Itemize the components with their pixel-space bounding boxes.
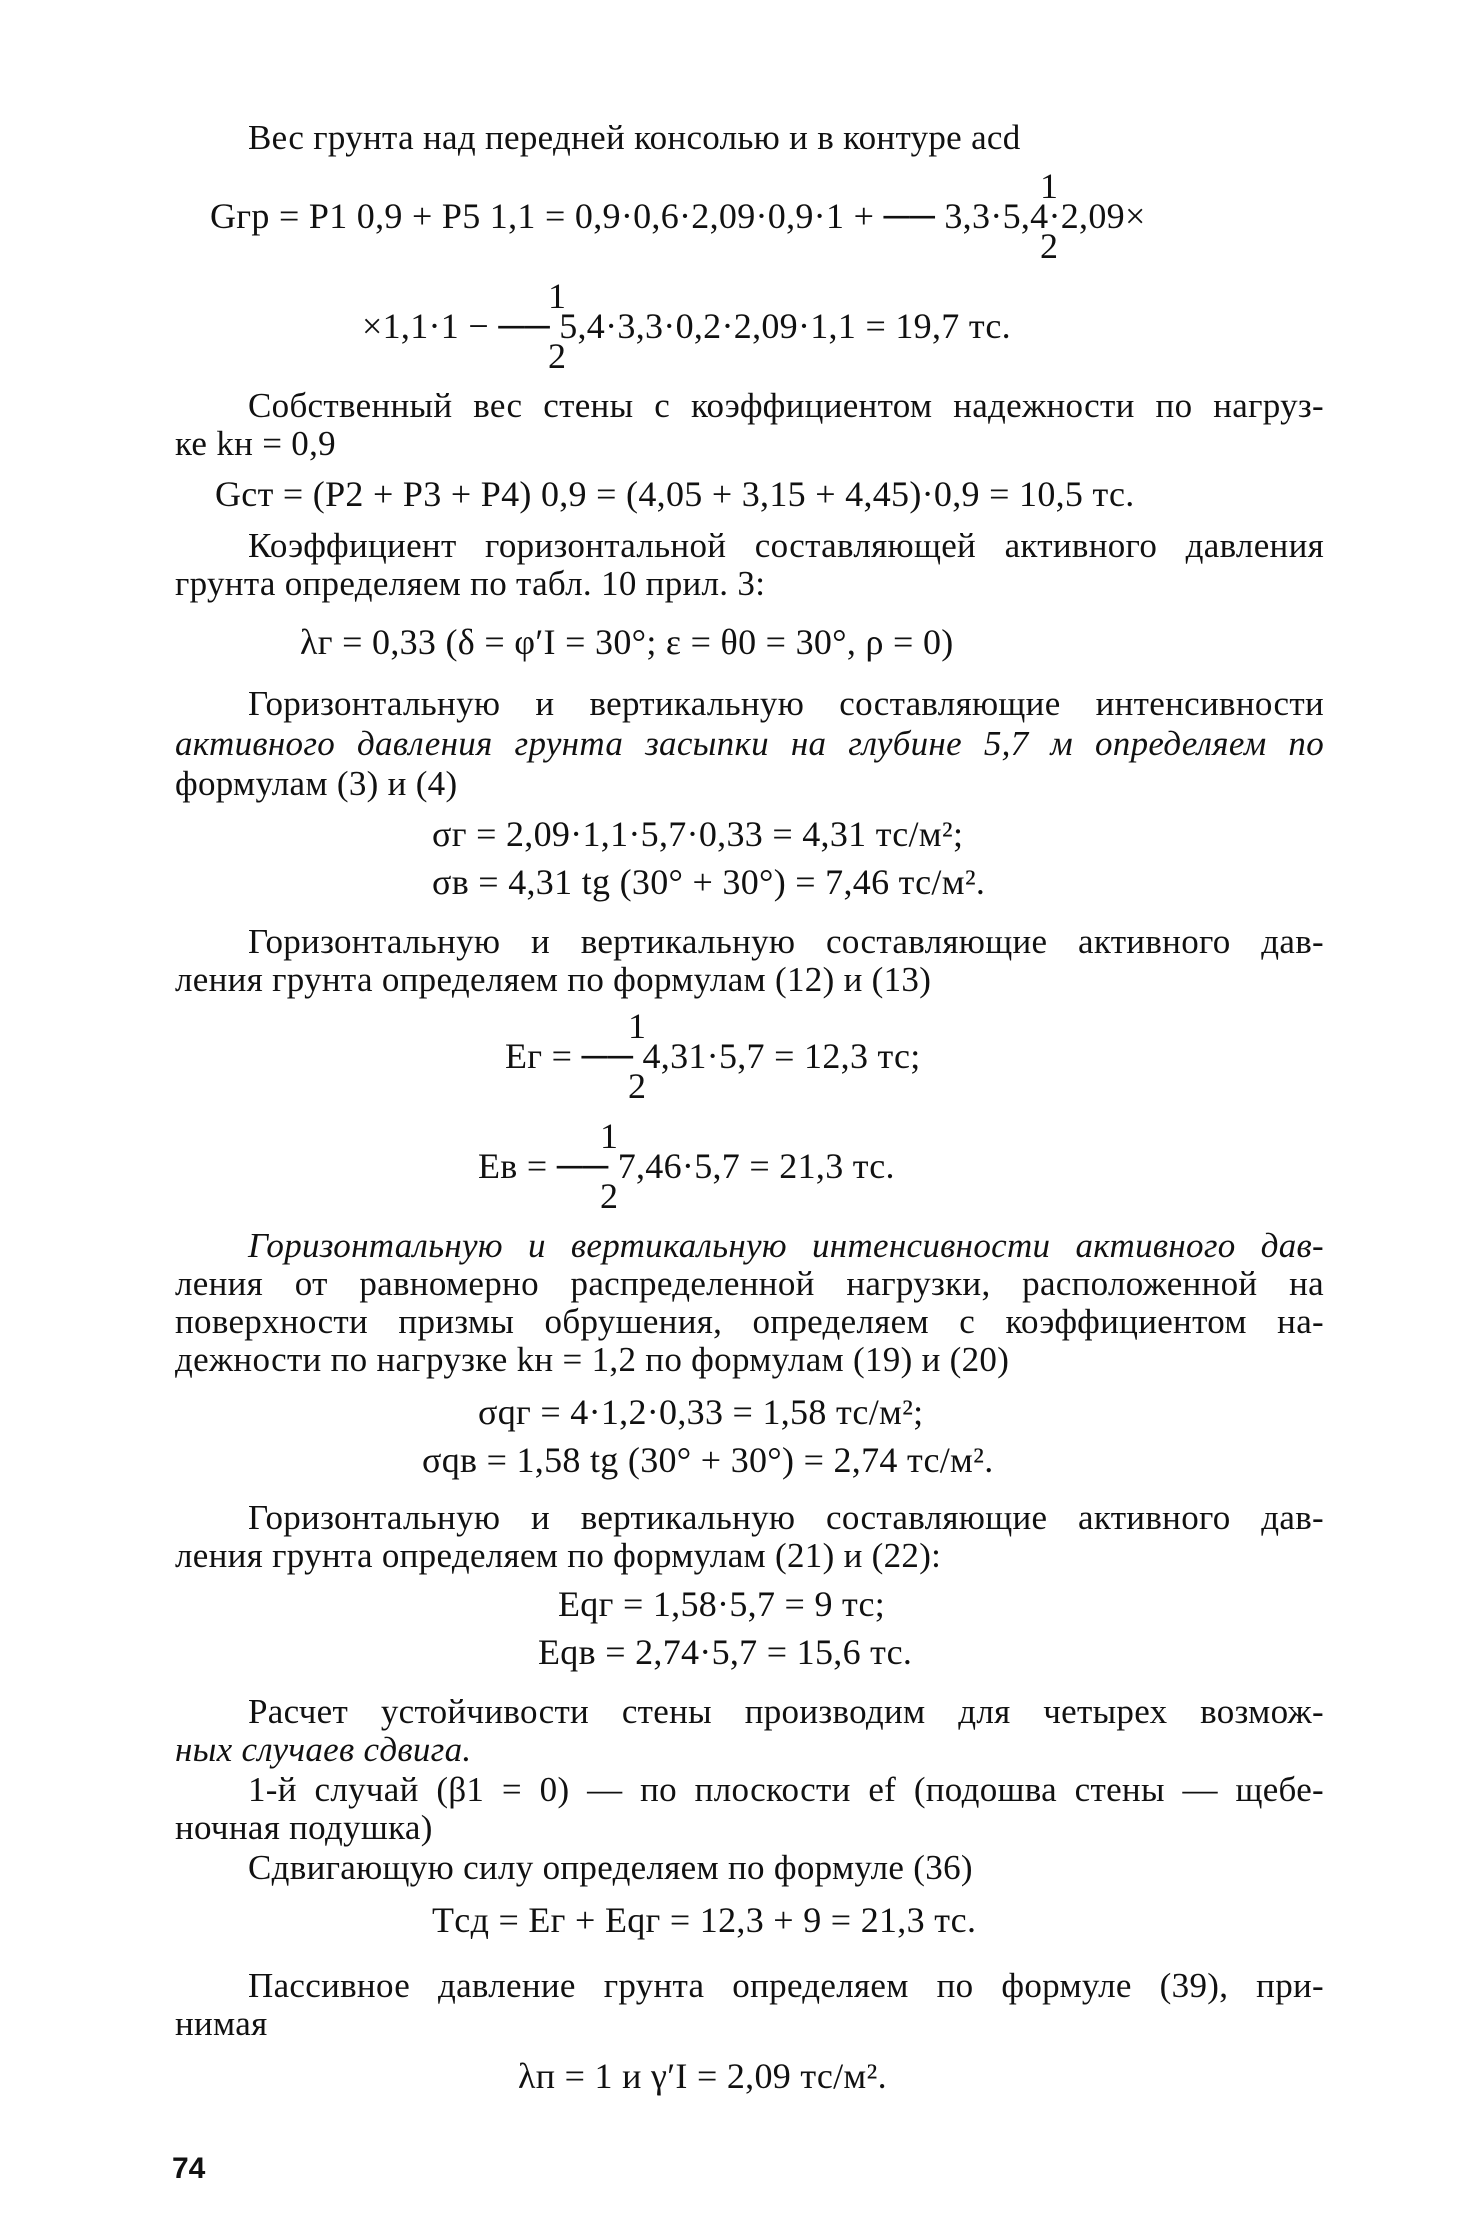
text-line: Горизонтальную и вертикальную составляющие активного дав- — [248, 922, 1324, 961]
text-line: Коэффициент горизонтальной составляющей активного давления — [248, 526, 1324, 565]
text-line: Пассивное давление грунта определяем по формуле (39), при- — [248, 1966, 1324, 2005]
fraction-denominator: 2 — [548, 336, 567, 376]
formula-line: Gгр = P1 0,9 + P5 1,1 = 0,9·0,6·2,09·0,9·1 + ── 3,3·5,4·2,09× — [210, 196, 1146, 236]
formula-line: λп = 1 и γ′I = 2,09 тс/м². — [518, 2056, 887, 2096]
formula-line: Eв = ── 7,46·5,7 = 21,3 тс. — [478, 1146, 895, 1186]
text-line: 1-й случай (β1 = 0) — по плоскости ef (подошва стены — щебе- — [248, 1770, 1324, 1809]
fraction-denominator: 2 — [628, 1066, 647, 1106]
text-line: ления от равномерно распределенной нагрузки, расположенной на — [175, 1264, 1324, 1303]
text-line: Горизонтальную и вертикальную составляющие интенсивности — [248, 684, 1324, 723]
fraction-numerator: 1 — [1040, 166, 1059, 206]
text-line: дежности по нагрузке kн = 1,2 по формулам (19) и (20) — [175, 1340, 1010, 1379]
text-line: ления грунта определяем по формулам (12) и (13) — [175, 960, 932, 999]
text-line: грунта определяем по табл. 10 прил. 3: — [175, 564, 766, 603]
fraction-numerator: 1 — [600, 1116, 619, 1156]
formula-line: Gст = (P2 + P3 + P4) 0,9 = (4,05 + 3,15 + 4,45)·0,9 = 10,5 тс. — [215, 474, 1135, 514]
text-line: ления грунта определяем по формулам (21) и (22): — [175, 1536, 942, 1575]
formula-line: σг = 2,09·1,1·5,7·0,33 = 4,31 тс/м²; — [432, 814, 964, 854]
text-line: поверхности призмы обрушения, определяем с коэффициентом на- — [175, 1302, 1324, 1341]
text-line: ке kн = 0,9 — [175, 424, 336, 463]
formula-line: λг = 0,33 (δ = φ′I = 30°; ε = θ0 = 30°, ρ = 0) — [300, 622, 954, 662]
formula-line: σqв = 1,58 tg (30° + 30°) = 2,74 тс/м². — [422, 1440, 994, 1480]
page-number: 74 — [172, 2152, 206, 2185]
text-line: ночная подушка) — [175, 1808, 433, 1847]
text-line: Вес грунта над передней консолью и в контуре acd — [248, 118, 1021, 157]
formula-line: ×1,1·1 − ── 5,4·3,3·0,2·2,09·1,1 = 19,7 тс. — [362, 306, 1011, 346]
text-line: Сдвигающую силу определяем по формуле (36) — [248, 1848, 973, 1887]
text-line: Горизонтальную и вертикальную составляющие активного дав- — [248, 1498, 1324, 1537]
text-line: нимая — [175, 2004, 268, 2043]
formula-line: Tсд = Eг + Eqг = 12,3 + 9 = 21,3 тс. — [432, 1900, 977, 1940]
formula-line: Eqв = 2,74·5,7 = 15,6 тс. — [538, 1632, 913, 1672]
fraction-numerator: 1 — [548, 276, 567, 316]
text-line: активного давления грунта засыпки на глубине 5,7 м определяем по — [175, 724, 1324, 763]
fraction-numerator: 1 — [628, 1006, 647, 1046]
text-line: Расчет устойчивости стены производим для четырех возмож- — [248, 1692, 1324, 1731]
formula-line: σqг = 4·1,2·0,33 = 1,58 тс/м²; — [478, 1392, 924, 1432]
text-line: ных случаев сдвига. — [175, 1730, 472, 1769]
fraction-denominator: 2 — [1040, 226, 1059, 266]
formula-line: σв = 4,31 tg (30° + 30°) = 7,46 тс/м². — [432, 862, 986, 902]
text-line: Собственный вес стены с коэффициентом надежности по нагруз- — [248, 386, 1324, 425]
fraction-denominator: 2 — [600, 1176, 619, 1216]
text-line: Горизонтальную и вертикальную интенсивности активного дав- — [248, 1226, 1324, 1265]
formula-line: Eqг = 1,58·5,7 = 9 тс; — [558, 1584, 886, 1624]
text-line: формулам (3) и (4) — [175, 764, 458, 803]
formula-line: Eг = ── 4,31·5,7 = 12,3 тс; — [505, 1036, 921, 1076]
